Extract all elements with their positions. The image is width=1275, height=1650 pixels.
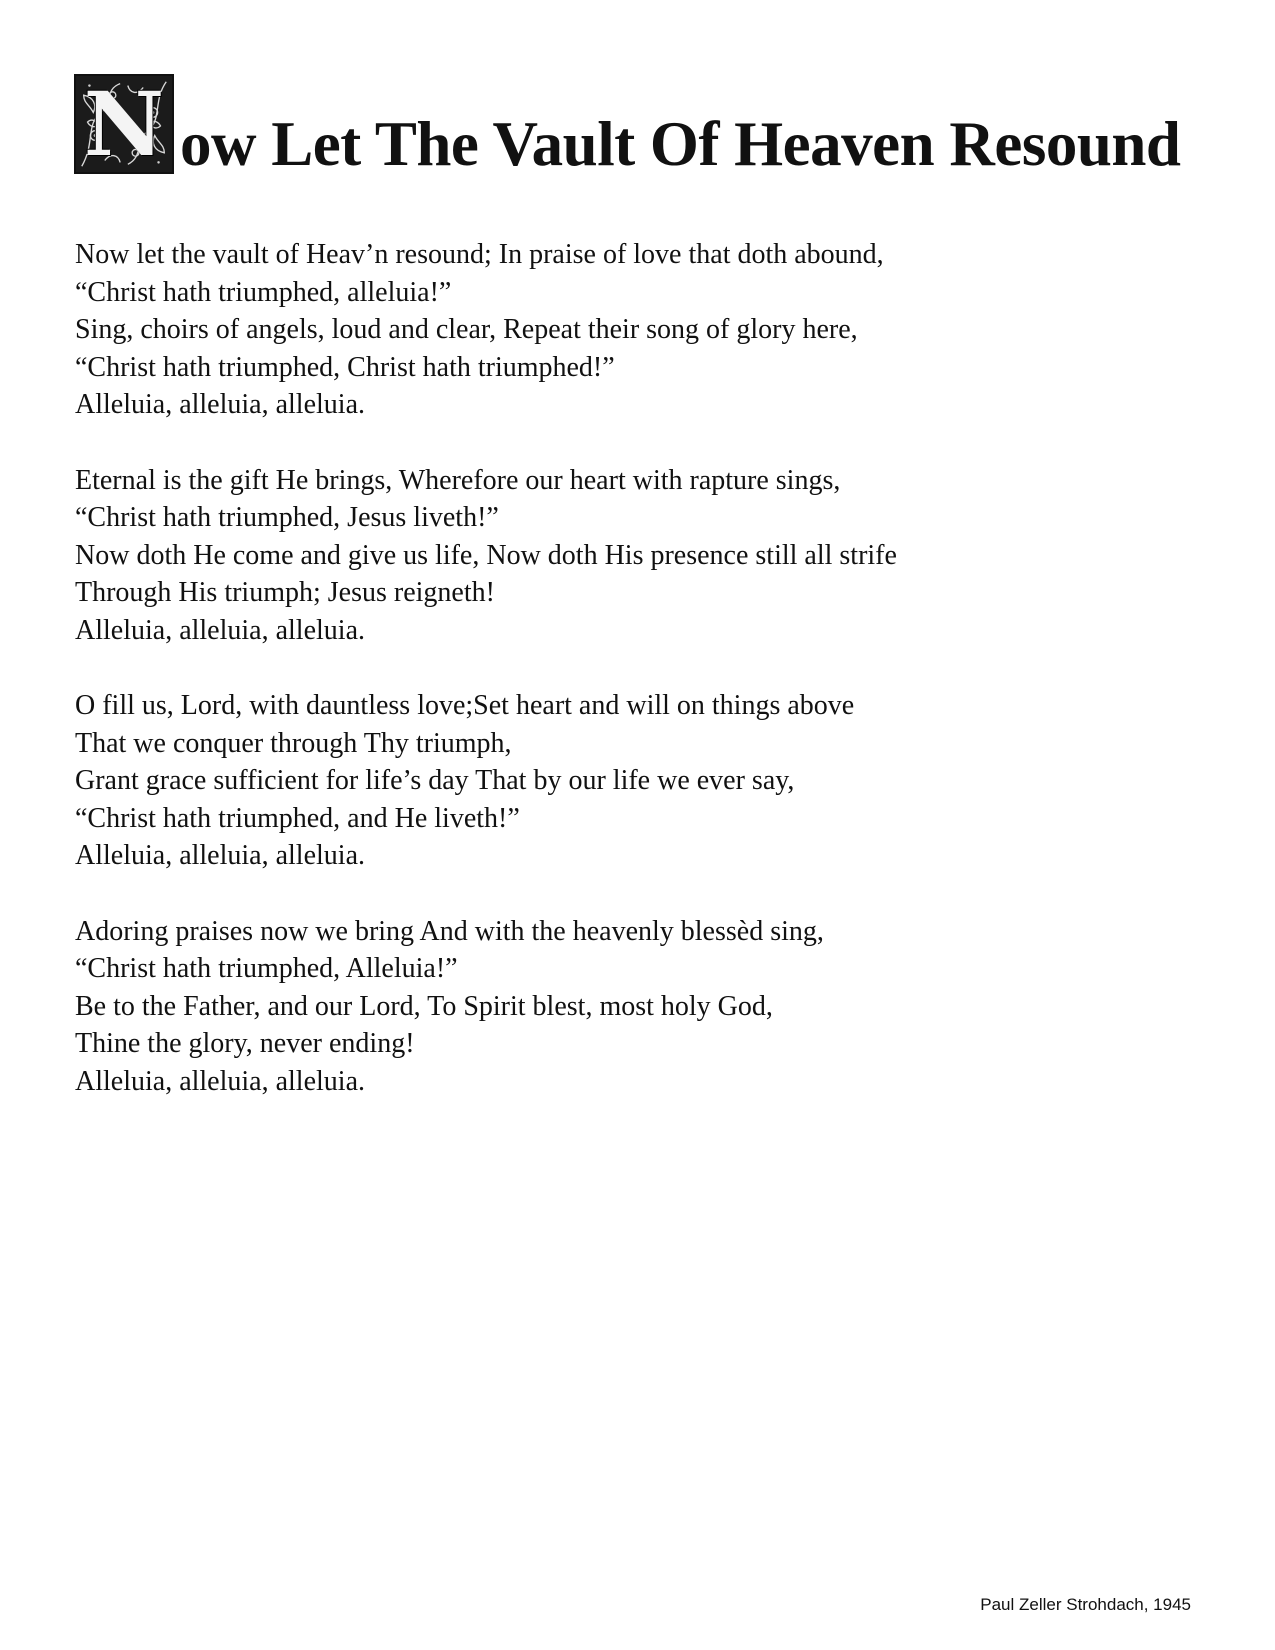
hymn-title — [74, 74, 1180, 178]
author-attribution: Paul Zeller Strohdach, 1945 — [980, 1595, 1191, 1614]
verse-line: “Christ hath triumphed, Alleluia!” — [75, 953, 458, 984]
verse-line: O fill us, Lord, with dauntless love;Set heart and will on things above — [75, 690, 855, 721]
verse-line: Adoring praises now we bring And with the heavenly blessѐd sing, — [75, 915, 824, 947]
ornamental-dropcap — [74, 74, 174, 174]
verse-line: Through His triumph; Jesus reigneth! — [75, 577, 495, 608]
page-title: ow Let The Vault Of Heaven Resound — [180, 109, 1181, 179]
verse-line: Thine the glory, never ending! — [75, 1028, 415, 1059]
verse-line: Be to the Father, and our Lord, To Spirit blest, most holy God, — [75, 990, 773, 1022]
dropcap-letter: N — [83, 74, 165, 174]
verse-line: Eternal is the gift He brings, Wherefore our heart with rapture sings, — [75, 464, 841, 496]
verse-line: Grant grace sufficient for life’s day That by our life we ever say, — [75, 765, 795, 796]
stanza-4 — [75, 913, 1195, 1101]
hymn-verses — [75, 236, 1195, 1138]
verse-line: Now doth He come and give us life, Now doth His presence still all strife — [75, 539, 897, 571]
verse-line: “Christ hath triumphed, alleluia!” — [75, 276, 452, 308]
verse-line: “Christ hath triumphed, and He liveth!” — [75, 802, 520, 834]
verse-line: Alleluia, alleluia, alleluia. — [75, 840, 365, 871]
verse-line: “Christ hath triumphed, Christ hath triumphed!” — [75, 351, 615, 383]
verse-line: That we conquer through Thy triumph, — [75, 727, 512, 759]
verse-line: Sing, choirs of angels, loud and clear, Repeat their song of glory here, — [75, 314, 858, 345]
verse-line: Now let the vault of Heav’n resound; In praise of love that doth abound, — [75, 239, 884, 270]
verse-line: Alleluia, alleluia, alleluia. — [75, 614, 365, 646]
verse-line: Alleluia, alleluia, alleluia. — [75, 1065, 365, 1097]
stanza-1 — [75, 236, 1195, 424]
verse-line: “Christ hath triumphed, Jesus liveth!” — [75, 502, 499, 533]
stanza-3 — [75, 687, 1195, 875]
verse-line: Alleluia, alleluia, alleluia. — [75, 389, 365, 420]
stanza-2 — [75, 462, 1195, 650]
